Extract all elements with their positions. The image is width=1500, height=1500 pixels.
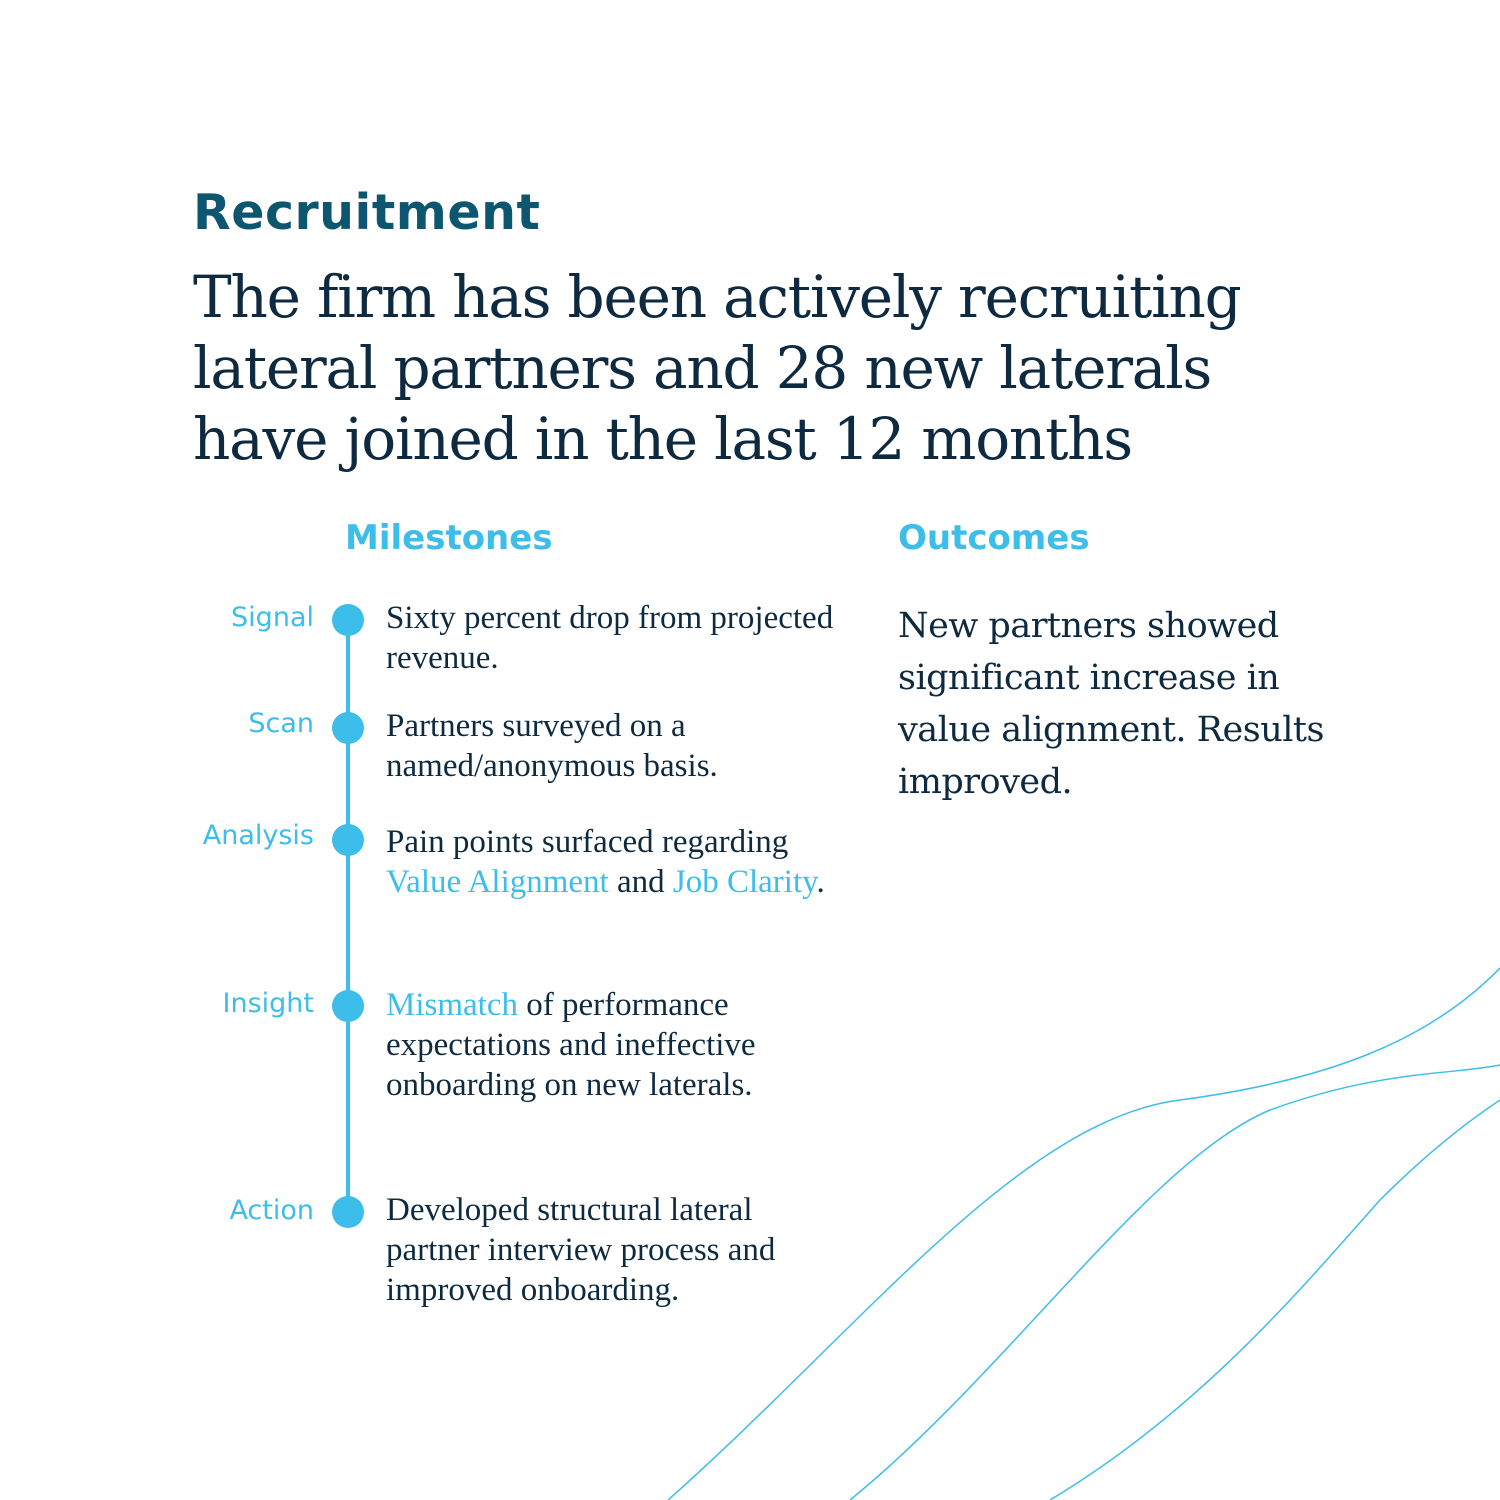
highlight-job-clarity: Job Clarity <box>672 864 817 900</box>
highlight-value-alignment: Value Alignment <box>386 864 609 900</box>
milestone-text-insight <box>386 985 846 1105</box>
milestone-label-scan: Scan <box>248 708 314 739</box>
timeline-dot-analysis <box>332 824 364 856</box>
insight-text-after: of performance expectations and ineffective onboarding on new laterals. <box>386 987 756 1103</box>
milestone-label-signal: Signal <box>231 602 314 633</box>
highlight-mismatch: Mismatch <box>386 987 518 1023</box>
milestones-heading: Milestones <box>345 518 553 558</box>
milestone-text-signal: Sixty percent drop from projected revenue. <box>386 600 834 676</box>
timeline-dot-scan <box>332 712 364 744</box>
timeline-dot-action <box>332 1196 364 1228</box>
analysis-text-after: . <box>816 864 825 900</box>
milestone-text-scan: Partners surveyed on a named/anonymous basis. <box>386 708 718 784</box>
outcomes-text: New partners showed significant increase in value alignment. Results improved. <box>898 606 1324 802</box>
milestone-label-analysis: Analysis <box>202 820 314 851</box>
section-label: Recruitment <box>193 184 541 241</box>
analysis-text-between: and <box>608 864 673 900</box>
milestone-text-action: Developed structural lateral partner interview process and improved onboarding. <box>386 1192 776 1308</box>
timeline-dot-signal <box>332 604 364 636</box>
timeline-line <box>346 620 350 1212</box>
timeline-dot-insight <box>332 990 364 1022</box>
milestone-label-action: Action <box>229 1195 314 1226</box>
analysis-text-before: Pain points surfaced regarding <box>386 824 789 860</box>
milestone-text-analysis <box>386 822 846 902</box>
outcomes-heading: Outcomes <box>898 518 1090 558</box>
milestone-label-insight: Insight <box>222 988 314 1019</box>
headline: The firm has been actively recruiting lateral partners and 28 new laterals have joined in the last 12 months <box>193 263 1241 473</box>
